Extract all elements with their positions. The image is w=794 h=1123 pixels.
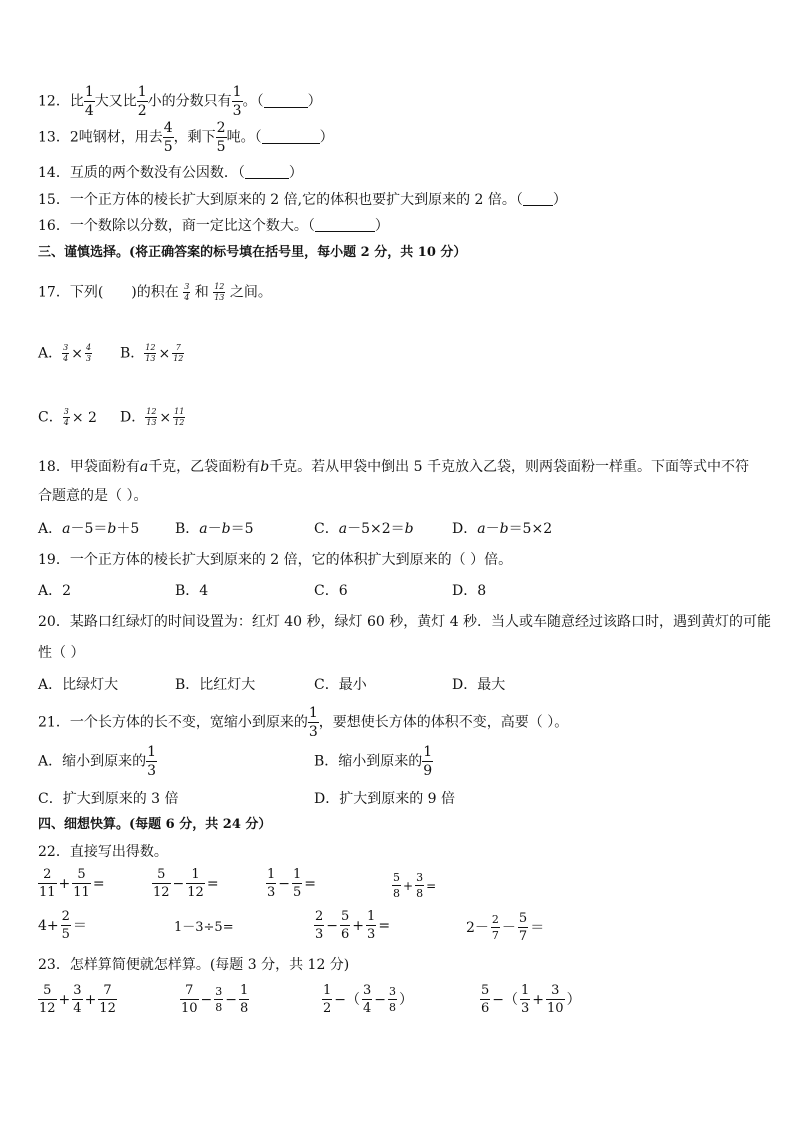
q22-expression-4: $\frac{5}{8}$ + $\frac{3}{8}$ = [393, 871, 437, 900]
question-18-line-2: 合题意的是（ ）。 [38, 488, 148, 504]
answer-blank [262, 131, 320, 144]
q18-option-c[interactable]: C．a－5×2＝b [314, 521, 414, 537]
q17-option-c[interactable]: C． $\frac{3}{4}$ × 2 [38, 407, 97, 427]
q22-expression-8: 2－ $\frac{2}{7}$ － $\frac{5}{7}$ ＝ [466, 911, 545, 944]
question-23: 23．怎样算简便就怎样算。(每题 3 分，共 12 分) [38, 957, 350, 973]
question-13: 13．2吨钢材，用去 $\frac{4}{5}$ ，剩下 $\frac{2}{5}$ 吨。（ ） [38, 120, 334, 155]
q23-expression-3: $\frac{1}{2}$ −（ $\frac{3}{4}$ − $\frac{3}{8}$ ） [323, 983, 414, 1016]
q23-expression-2: $\frac{7}{10}$ − $\frac{3}{8}$ − $\frac{1}{8}$ [181, 983, 249, 1016]
q20-option-c[interactable]: C．最小 [314, 677, 367, 693]
q22-expression-6: 1－3÷5= [174, 920, 234, 935]
q21-option-b[interactable]: B．缩小到原来的 $\frac{1}{9}$ [314, 744, 433, 779]
question-16: 16．一个数除以分数，商一定比这个数大。（ ） [38, 218, 389, 234]
q19-option-d[interactable]: D．8 [452, 583, 487, 599]
question-15: 15．一个正方体的棱长扩大到原来的 2 倍,它的体积也要扩大到原来的 2 倍。（ ） [38, 192, 567, 208]
question-20-line-2: 性（ ） [38, 645, 85, 661]
answer-blank [315, 219, 375, 232]
q17-option-d[interactable]: D． $\frac{12}{13}$ × $\frac{11}{12}$ [120, 407, 185, 427]
section-4-heading: 四、细想快算。(每题 6 分，共 24 分） [38, 817, 272, 832]
q22-expression-7: $\frac{2}{3}$ − $\frac{5}{6}$ + $\frac{1}{3}$ = [315, 909, 391, 942]
q20-option-b[interactable]: B．比红灯大 [175, 677, 256, 693]
question-21: 21．一个长方体的长不变，宽缩小到原来的 $\frac{1}{3}$ ，要想使长方体的体积不变，高要（ ）。 [38, 705, 569, 740]
question-14: 14．互质的两个数没有公因数．（ ） [38, 165, 303, 181]
answer-blank [245, 166, 289, 179]
fraction: $\frac{1}{2}$ [137, 84, 147, 119]
fraction: $\frac{4}{5}$ [163, 120, 173, 155]
q21-option-c[interactable]: C．扩大到原来的 3 倍 [38, 791, 179, 807]
q18-option-d[interactable]: D．a－b＝5×2 [452, 521, 553, 537]
q22-expression-1: $\frac{2}{11}$ + $\frac{5}{11}$ = [39, 867, 105, 900]
q22-expression-3: $\frac{1}{3}$ − $\frac{1}{5}$ = [267, 867, 317, 900]
q18-option-a[interactable]: A．a－5＝b＋5 [38, 521, 140, 537]
fraction: $\frac{1}{3}$ [232, 84, 242, 119]
question-18-line-1: 18．甲袋面粉有a千克，乙袋面粉有b千克。若从甲袋中倒出 5 千克放入乙袋，则两袋面粉一样重。下面等式中不符 [38, 459, 749, 475]
q20-option-a[interactable]: A．比绿灯大 [38, 677, 119, 693]
fraction: $\frac{12}{13}$ [214, 282, 225, 302]
q19-option-c[interactable]: C．6 [314, 583, 348, 599]
q20-option-d[interactable]: D．最大 [452, 677, 506, 693]
q23-expression-4: $\frac{5}{6}$ −（ $\frac{1}{3}$ + $\frac{3}{10}$ ） [481, 983, 581, 1016]
q18-option-b[interactable]: B．a－b＝5 [175, 521, 254, 537]
question-19: 19．一个正方体的棱长扩大到原来的 2 倍，它的体积扩大到原来的（ ）倍。 [38, 552, 513, 568]
question-22: 22．直接写出得数。 [38, 844, 168, 860]
answer-blank [523, 193, 553, 206]
q17-option-a[interactable]: A． $\frac{3}{4}$ × $\frac{4}{3}$ [38, 343, 92, 363]
question-12: 12．比 $\frac{1}{4}$ 大又比 $\frac{1}{2}$ 小的分数只有 $\frac{1}{3}$ 。（ ） [38, 84, 322, 119]
q19-option-a[interactable]: A．2 [38, 583, 72, 599]
q22-expression-2: $\frac{5}{12}$ − $\frac{1}{12}$ = [153, 867, 219, 900]
q21-option-a[interactable]: A．缩小到原来的 $\frac{1}{3}$ [38, 744, 157, 779]
fraction: $\frac{3}{4}$ [184, 282, 190, 302]
question-20-line-1: 20．某路口红绿灯的时间设置为：红灯 40 秒，绿灯 60 秒，黄灯 4 秒．当人或车随意经过该路口时，遇到黄灯的可能 [38, 614, 772, 630]
q22-expression-5: 4+ $\frac{2}{5}$ ＝ [38, 909, 87, 942]
q21-option-d[interactable]: D．扩大到原来的 9 倍 [314, 791, 456, 807]
section-3-heading: 三、谨慎选择。(将正确答案的标号填在括号里，每小题 2 分，共 10 分） [38, 245, 467, 260]
fraction: $\frac{2}{5}$ [216, 120, 226, 155]
fraction: $\frac{1}{4}$ [84, 84, 94, 119]
q19-option-b[interactable]: B．4 [175, 583, 209, 599]
question-17: 17．下列( )的积在 $\frac{3}{4}$ 和 $\frac{12}{13}$ 之间。 [38, 282, 272, 302]
answer-blank [264, 95, 308, 108]
q23-expression-1: $\frac{5}{12}$ + $\frac{3}{4}$ + $\frac{7}{12}$ [39, 983, 116, 1016]
q17-option-b[interactable]: B． $\frac{12}{13}$ × $\frac{7}{12}$ [120, 343, 184, 363]
